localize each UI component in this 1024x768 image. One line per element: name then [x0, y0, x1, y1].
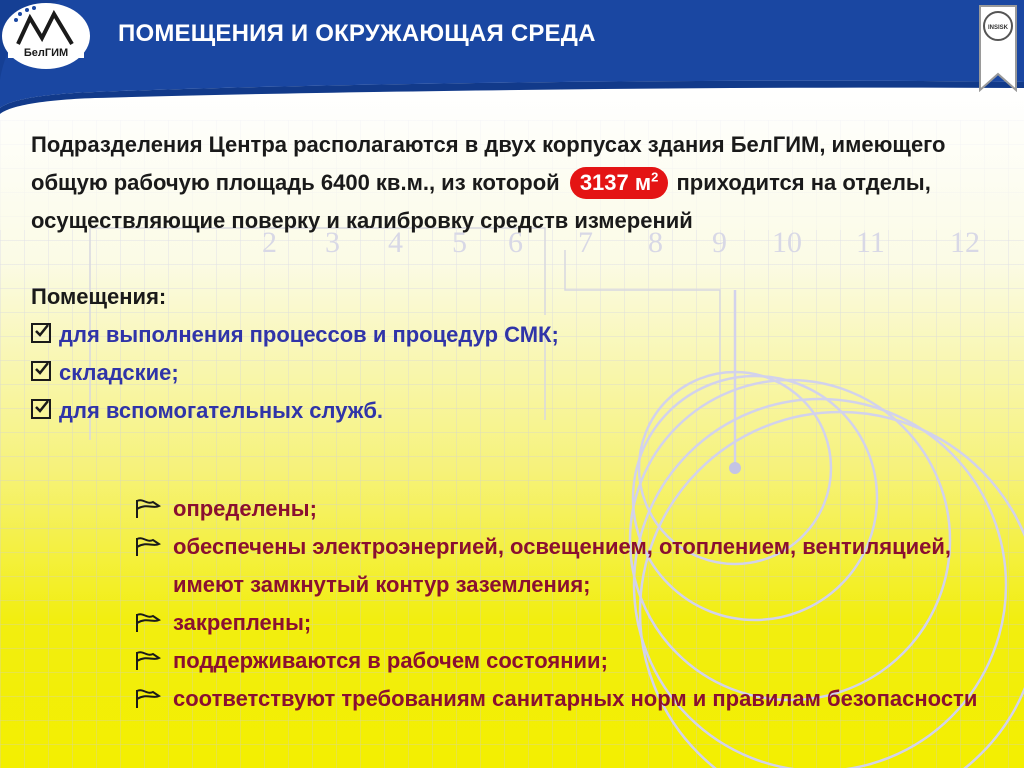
- scale-number: 10: [772, 226, 802, 259]
- main-content: [31, 126, 1001, 430]
- flag-bullet-icon: [135, 651, 161, 671]
- scale-number: 5: [452, 226, 467, 259]
- flag-bullet-icon: [135, 499, 161, 519]
- list-item: [31, 392, 1001, 430]
- scale-number: 7: [578, 226, 593, 259]
- insignia-text: INSISK: [987, 25, 1009, 31]
- list-item: [135, 642, 995, 680]
- list-item: [135, 490, 995, 528]
- insignia-logo: [978, 4, 1018, 92]
- list-item: [135, 680, 995, 718]
- rooms-item-label: для вспомогательных служб.: [59, 398, 384, 423]
- scale-number: 4: [388, 226, 403, 259]
- scale-number: 8: [648, 226, 663, 259]
- intro-text-after: приходится на отделы, осуществляющие поверку и калибровку средств измерений: [31, 170, 931, 233]
- list-item: [135, 604, 995, 642]
- area-highlight-sup: 2: [651, 169, 659, 185]
- area-highlight-badge: [570, 167, 669, 199]
- rooms-title: Помещения:: [31, 284, 167, 309]
- checkbox-icon: [31, 323, 51, 343]
- list-item: [135, 528, 995, 604]
- flag-bullet-icon: [135, 689, 161, 709]
- flag-bullet-icon: [135, 537, 161, 557]
- flag-bullet-icon: [135, 613, 161, 633]
- rooms-list: [31, 316, 1001, 430]
- page-title: ПОМЕЩЕНИЯ И ОКРУЖАЮЩАЯ СРЕДА: [118, 20, 596, 47]
- intro-text-before: Подразделения Центра располагаются в двух корпусах здания БелГИМ, имеющего общую рабочую площадь 6400 кв.м., из которой: [31, 132, 946, 195]
- header-band: [0, 0, 1024, 120]
- scale-number: 3: [325, 226, 340, 259]
- property-item-label: соответствуют требованиям санитарных норм и правилам безопасности: [173, 686, 978, 711]
- rooms-item-label: для выполнения процессов и процедур СМК;: [59, 322, 559, 347]
- scale-number: 12: [950, 226, 980, 259]
- list-item: [31, 316, 1001, 354]
- scale-number: 6: [508, 226, 523, 259]
- area-highlight-value: 3137 м: [579, 170, 652, 195]
- intro-paragraph: [31, 126, 1001, 240]
- checkbox-icon: [31, 361, 51, 381]
- property-item-label: поддерживаются в рабочем состоянии;: [173, 648, 608, 673]
- properties-list: [135, 490, 995, 718]
- scale-number: 2: [262, 226, 277, 259]
- checkbox-icon: [31, 399, 51, 419]
- scale-number: 11: [856, 226, 885, 259]
- property-item-label: обеспечены электроэнергией, освещением, отоплением, вентиляцией, имеют замкнутый контур заземления;: [173, 534, 952, 597]
- belgim-logo: [0, 0, 96, 72]
- property-item-label: закреплены;: [173, 610, 312, 635]
- logo-text: БелГИМ: [23, 47, 69, 59]
- rooms-item-label: складские;: [59, 360, 179, 385]
- property-item-label: определены;: [173, 496, 317, 521]
- scale-number: 9: [712, 226, 727, 259]
- list-item: [31, 354, 1001, 392]
